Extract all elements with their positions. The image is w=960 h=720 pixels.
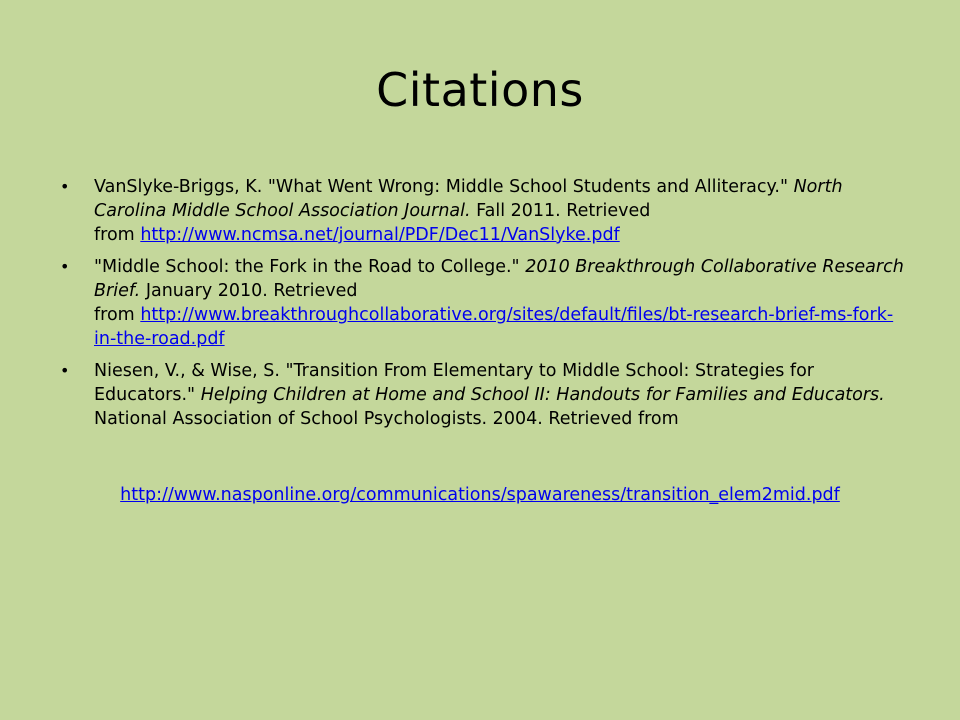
bullet-icon: •: [60, 257, 70, 276]
citation-authors: Niesen, V., & Wise, S.: [94, 361, 280, 381]
citation-link[interactable]: http://www.ncmsa.net/journal/PDF/Dec11/VanSlyke.pdf: [140, 225, 620, 245]
citation-article: "What Went Wrong: Middle School Students and Alliteracy.": [267, 177, 789, 197]
citation-item: [58, 255, 908, 351]
bullet-icon: •: [60, 361, 70, 380]
citation-from: from: [94, 305, 135, 325]
citation-article: "Middle School: the Fork in the Road to College.": [94, 257, 520, 277]
slide-title: Citations: [376, 63, 584, 117]
standalone-citation-link-row: [0, 483, 960, 507]
citation-source: Helping Children at Home and School II: Handouts for Families and Educators.: [200, 385, 885, 405]
citation-date: Fall 2011. Retrieved: [476, 201, 651, 221]
citation-date: January 2010. Retrieved: [145, 281, 358, 301]
citation-article: "Transition From Elementary to Middle School: Strategies for Educators.": [94, 361, 814, 405]
citation-link[interactable]: http://www.nasponline.org/communications/spawareness/transition_elem2mid.pdf: [120, 485, 840, 505]
citation-link[interactable]: http://www.breakthroughcollaborative.org/sites/default/files/bt-research-brief-ms-fork-in-the-road.pdf: [94, 305, 894, 349]
bullet-icon: •: [60, 177, 70, 196]
citation-list: [58, 175, 908, 439]
citation-from: from: [94, 225, 135, 245]
citation-publisher: National Association of School Psychologists. 2004. Retrieved from: [94, 409, 679, 429]
citation-source: North Carolina Middle School Association Journal.: [94, 177, 843, 221]
citation-authors: VanSlyke-Briggs, K.: [94, 177, 263, 197]
citation-item: [58, 175, 908, 247]
citation-source: 2010 Breakthrough Collaborative Research Brief.: [94, 257, 904, 301]
citation-item: [58, 359, 908, 431]
